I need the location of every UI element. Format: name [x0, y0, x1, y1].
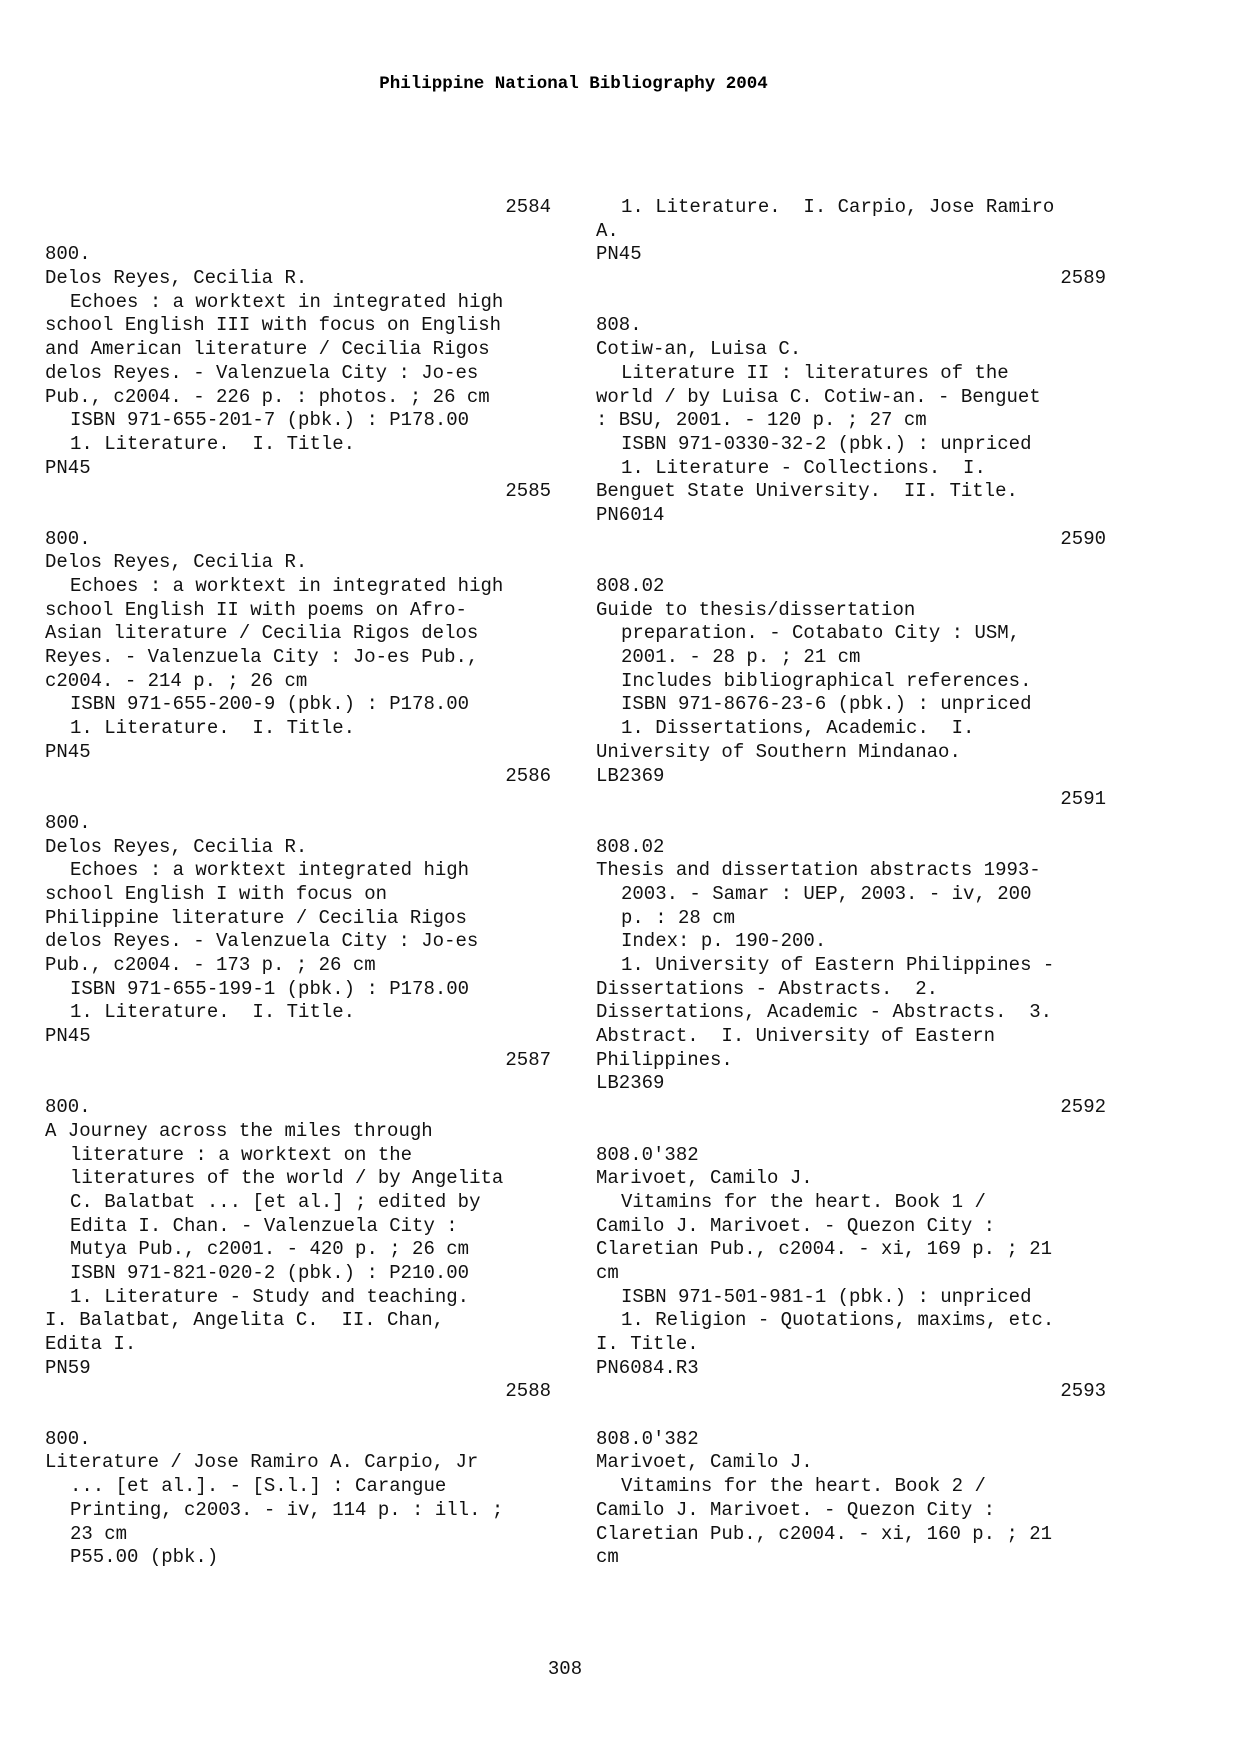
entry-text-line: c2004. - 214 p. ; 26 cm	[45, 669, 308, 692]
entry-text-line: Delos Reyes, Cecilia R.	[45, 267, 308, 290]
entry-text-line: school English III with focus on English	[45, 314, 502, 337]
entry-text-line: PN6014	[596, 503, 665, 526]
entry-number: 2584	[505, 196, 551, 218]
entry-text-line: ISBN 971-655-201-7 (pbk.) : P178.00	[70, 409, 470, 432]
entry-text-line: I. Title.	[596, 1333, 699, 1355]
entry-number: 2592	[1060, 1096, 1106, 1119]
entry-text-line: Claretian Pub., c2004. - xi, 169 p. ; 21	[596, 1238, 1053, 1261]
entry-text-line: 800.	[45, 1427, 91, 1450]
entry-text-line: 808.02	[596, 575, 665, 597]
entry-text-line: literatures of the world / by Angelita	[70, 1167, 504, 1190]
entry-text-line: Echoes : a worktext in integrated high	[70, 290, 504, 313]
entry-text-line: PN45	[596, 243, 642, 266]
entry-text-line: LB2369	[596, 764, 665, 787]
entry-text-line: Claretian Pub., c2004. - xi, 160 p. ; 21	[596, 1522, 1053, 1545]
entry-text-line: 1. Literature. I. Title.	[70, 432, 356, 455]
entry-text-line: 800.	[45, 811, 91, 834]
entry-text-line: University of Southern Mindanao.	[596, 740, 961, 763]
entry-text-line: 1. Religion - Quotations, maxims, etc.	[621, 1309, 1055, 1332]
entry-text-line: Delos Reyes, Cecilia R.	[45, 551, 308, 574]
page-title: Philippine National Bibliography 2004	[379, 74, 768, 94]
entry-text-line: 1. Literature. I. Title.	[70, 1001, 356, 1024]
entry-text-line: Philippines.	[596, 1048, 733, 1071]
entry-text-line: ISBN 971-655-199-1 (pbk.) : P178.00	[70, 977, 470, 1000]
entry-text-line: world / by Luisa C. Cotiw-an. - Benguet	[596, 385, 1041, 408]
blank-line	[596, 812, 1106, 836]
entry-text-line: PN59	[45, 1356, 91, 1379]
entry-text-line: PN45	[45, 456, 91, 479]
entry-text-line: Edita I. Chan. - Valenzuela City :	[70, 1214, 458, 1237]
entry-text-line: 808.0'382	[596, 1427, 699, 1450]
entry-text-line: Echoes : a worktext in integrated high	[70, 575, 504, 597]
entry-text-line: LB2369	[596, 1072, 665, 1095]
entry-text-line: cm	[596, 1546, 619, 1569]
entry-number: 2593	[1060, 1380, 1106, 1403]
entry-text-line: PN6084.R3	[596, 1356, 699, 1379]
entry-text-line: PN45	[45, 1025, 91, 1048]
entry-text-line: ISBN 971-821-020-2 (pbk.) : P210.00	[70, 1261, 470, 1284]
entry-text-line: 800.	[45, 243, 91, 266]
entry-text-line: Philippine literature / Cecilia Rigos	[45, 906, 467, 929]
entry-text-line: cm	[596, 1261, 619, 1284]
entry-text-line: ISBN 971-0330-32-2 (pbk.) : unpriced	[621, 432, 1032, 455]
entry-text-line: ... [et al.]. - [S.l.] : Carangue	[70, 1475, 447, 1498]
entry-text-line: and American literature / Cecilia Rigos	[45, 338, 490, 361]
entry-text-line: Abstract. I. University of Eastern	[596, 1025, 996, 1048]
entry-text-line: literature : a worktext on the	[70, 1143, 413, 1166]
entry-text-line: ISBN 971-8676-23-6 (pbk.) : unpriced	[621, 693, 1032, 716]
entry-number: 2586	[505, 764, 551, 787]
entry-text-line: Vitamins for the heart. Book 2 /	[621, 1475, 986, 1498]
blank-line	[596, 1120, 1106, 1144]
entry-text-line: Reyes. - Valenzuela City : Jo-es Pub.,	[45, 646, 479, 669]
blank-line	[45, 1072, 551, 1096]
entry-text-line: Delos Reyes, Cecilia R.	[45, 835, 308, 858]
entry-text-line: preparation. - Cotabato City : USM,	[621, 622, 1021, 645]
entry-text-line: Guide to thesis/dissertation	[596, 598, 916, 621]
entry-text-line: A.	[596, 219, 619, 242]
entry-text-line: Includes bibliographical references.	[621, 669, 1032, 692]
entry-text-line: 1. Literature. I. Title.	[70, 717, 356, 740]
entry-number: 2590	[1060, 527, 1106, 550]
entry-number: 2585	[505, 480, 551, 503]
blank-line	[45, 220, 551, 244]
entry-text-line: Pub., c2004. - 173 p. ; 26 cm	[45, 954, 376, 976]
left-column	[45, 196, 551, 1570]
entry-text-line: Cotiw-an, Luisa C.	[596, 338, 802, 361]
blank-line	[596, 291, 1106, 315]
entry-text-line: Dissertations, Academic - Abstracts. 3.	[596, 1001, 1053, 1024]
entry-number: 2588	[505, 1380, 551, 1403]
entry-text-line: Echoes : a worktext integrated high	[70, 859, 470, 882]
blank-line	[596, 1404, 1106, 1428]
entry-text-line: Literature / Jose Ramiro A. Carpio, Jr	[45, 1451, 479, 1474]
entry-text-line: C. Balatbat ... [et al.] ; edited by	[70, 1190, 481, 1213]
entry-text-line: p. : 28 cm	[621, 906, 736, 929]
entry-text-line: P55.00 (pbk.)	[70, 1546, 219, 1569]
entry-text-line: 1. University of Eastern Philippines -	[621, 954, 1055, 976]
page-number: 308	[547, 1658, 583, 1680]
entry-text-line: 808.02	[596, 835, 665, 858]
entry-text-line: Vitamins for the heart. Book 1 /	[621, 1190, 986, 1213]
entry-number: 2589	[1060, 267, 1106, 290]
entry-text-line: 800.	[45, 527, 91, 550]
entry-text-line: Benguet State University. II. Title.	[596, 480, 1018, 503]
entry-text-line: Camilo J. Marivoet. - Quezon City :	[596, 1498, 996, 1521]
entry-text-line: ISBN 971-501-981-1 (pbk.) : unpriced	[621, 1285, 1032, 1308]
entry-text-line: 808.0'382	[596, 1143, 699, 1166]
entry-text-line: 23 cm	[70, 1522, 128, 1545]
blank-line	[45, 504, 551, 528]
entry-text-line: ISBN 971-655-200-9 (pbk.) : P178.00	[70, 693, 470, 716]
right-column	[596, 196, 1106, 1570]
entry-text-line: A Journey across the miles through	[45, 1119, 433, 1142]
entry-text-line: Index: p. 190-200.	[621, 930, 827, 953]
entry-text-line: Marivoet, Camilo J.	[596, 1451, 813, 1474]
entry-text-line: Pub., c2004. - 226 p. : photos. ; 26 cm	[45, 385, 490, 408]
entry-text-line: Mutya Pub., c2001. - 420 p. ; 26 cm	[70, 1238, 470, 1261]
entry-text-line: I. Balatbat, Angelita C. II. Chan,	[45, 1309, 445, 1332]
entry-text-line: school English I with focus on	[45, 882, 388, 905]
entry-text-line: Marivoet, Camilo J.	[596, 1167, 813, 1190]
entry-number: 2591	[1060, 788, 1106, 811]
entry-text-line: 2003. - Samar : UEP, 2003. - iv, 200	[621, 882, 1032, 905]
entry-text-line: : BSU, 2001. - 120 p. ; 27 cm	[596, 409, 927, 432]
entry-text-line: delos Reyes. - Valenzuela City : Jo-es	[45, 930, 479, 953]
entry-text-line: Literature II : literatures of the	[621, 361, 1009, 384]
entry-text-line: school English II with poems on Afro-	[45, 598, 467, 621]
entry-text-line: Edita I.	[45, 1333, 137, 1355]
blank-line	[596, 551, 1106, 575]
entry-text-line: 1. Dissertations, Academic. I.	[621, 717, 975, 740]
entry-text-line: Printing, c2003. - iv, 114 p. : ill. ;	[70, 1498, 504, 1521]
entry-text-line: Asian literature / Cecilia Rigos delos	[45, 622, 479, 645]
entry-text-line: Dissertations - Abstracts. 2.	[596, 977, 939, 1000]
entry-number: 2587	[505, 1048, 551, 1071]
entry-text-line: 2001. - 28 p. ; 21 cm	[621, 646, 861, 669]
blank-line	[45, 1404, 551, 1428]
entry-text-line: 1. Literature. I. Carpio, Jose Ramiro	[621, 196, 1055, 218]
entry-text-line: PN45	[45, 740, 91, 763]
blank-line	[45, 788, 551, 812]
entry-text-line: Camilo J. Marivoet. - Quezon City :	[596, 1214, 996, 1237]
entry-text-line: 808.	[596, 314, 642, 337]
entry-text-line: 1. Literature - Collections. I.	[621, 456, 986, 479]
entry-text-line: Thesis and dissertation abstracts 1993-	[596, 859, 1041, 882]
entry-text-line: delos Reyes. - Valenzuela City : Jo-es	[45, 361, 479, 384]
entry-text-line: 1. Literature - Study and teaching.	[70, 1285, 470, 1308]
entry-text-line: 800.	[45, 1096, 91, 1119]
